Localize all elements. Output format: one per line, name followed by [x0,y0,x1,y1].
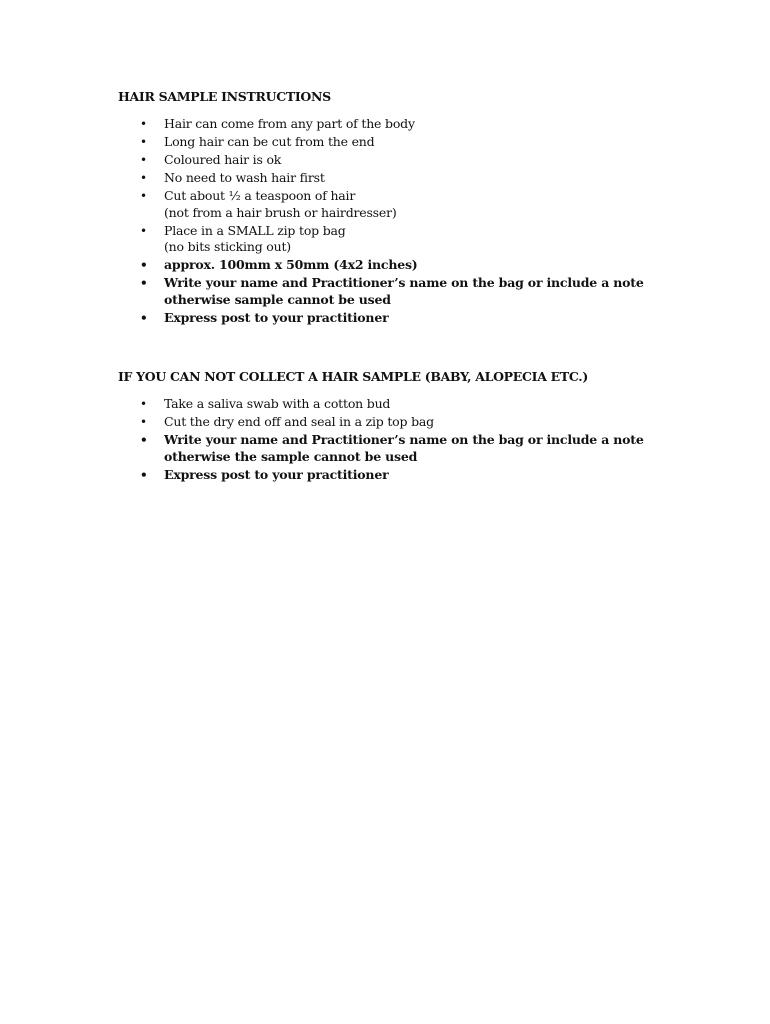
list-item-text: Coloured hair is ok [164,152,282,167]
list-item-text: Place in a SMALL zip top bag [164,222,346,238]
list-item [118,467,678,484]
list-item-text: Write your name and Practitioner’s name on the bag or include a note [164,275,644,290]
list-item [118,223,678,256]
bullet-icon: • [140,171,147,185]
bullet-icon: • [140,310,148,325]
section-heading: HAIR SAMPLE INSTRUCTIONS [118,89,331,104]
list-item [118,275,678,308]
bullet-icon: • [140,117,147,131]
bullet-icon: • [140,135,147,149]
bullet-icon: • [140,223,147,238]
list-item-text: Hair can come from any part of the body [164,116,415,131]
list-item [118,152,678,169]
list-item-text: (not from a hair brush or hairdresser) [164,204,397,220]
list-item [118,396,678,413]
bullet-icon: • [140,397,147,411]
list-item [118,432,678,465]
list-item [118,116,678,133]
bullet-icon: • [140,153,147,167]
list-item-text: Cut the dry end off and seal in a zip top bag [164,414,434,429]
list-item-text: otherwise the sample cannot be used [164,448,418,464]
section-heading: IF YOU CAN NOT COLLECT A HAIR SAMPLE (BABY, ALOPECIA ETC.) [118,369,588,384]
list-item [118,188,678,221]
list-item-text: No need to wash hair first [164,170,325,185]
list-item-text: Express post to your practitioner [164,309,389,325]
bullet-icon: • [140,189,147,203]
list-item-text: approx. 100mm x 50mm (4x2 inches) [164,257,418,272]
hair-sample-instructions-section [118,89,678,328]
list-item-text: Cut about ½ a teaspoon of hair [164,188,356,203]
bullet-icon: • [140,433,148,447]
list-item-text: (no bits sticking out) [164,239,291,254]
list-item [118,134,678,151]
list-item [118,414,678,431]
bullet-icon: • [140,467,148,482]
list-item [118,310,678,327]
list-item-text: Long hair can be cut from the end [164,134,375,149]
instruction-list [118,396,678,483]
bullet-icon: • [140,276,148,290]
list-item-text: Write your name and Practitioner’s name on the bag or include a note [164,432,644,447]
list-item-text: otherwise sample cannot be used [164,291,391,307]
instruction-list [118,116,678,326]
list-item-text: Take a saliva swab with a cotton bud [164,396,391,411]
bullet-icon: • [140,258,148,272]
list-item-text: Express post to your practitioner [164,466,389,482]
list-item [118,257,678,274]
bullet-icon: • [140,415,147,429]
alternative-sample-section [118,369,678,485]
list-item [118,170,678,187]
